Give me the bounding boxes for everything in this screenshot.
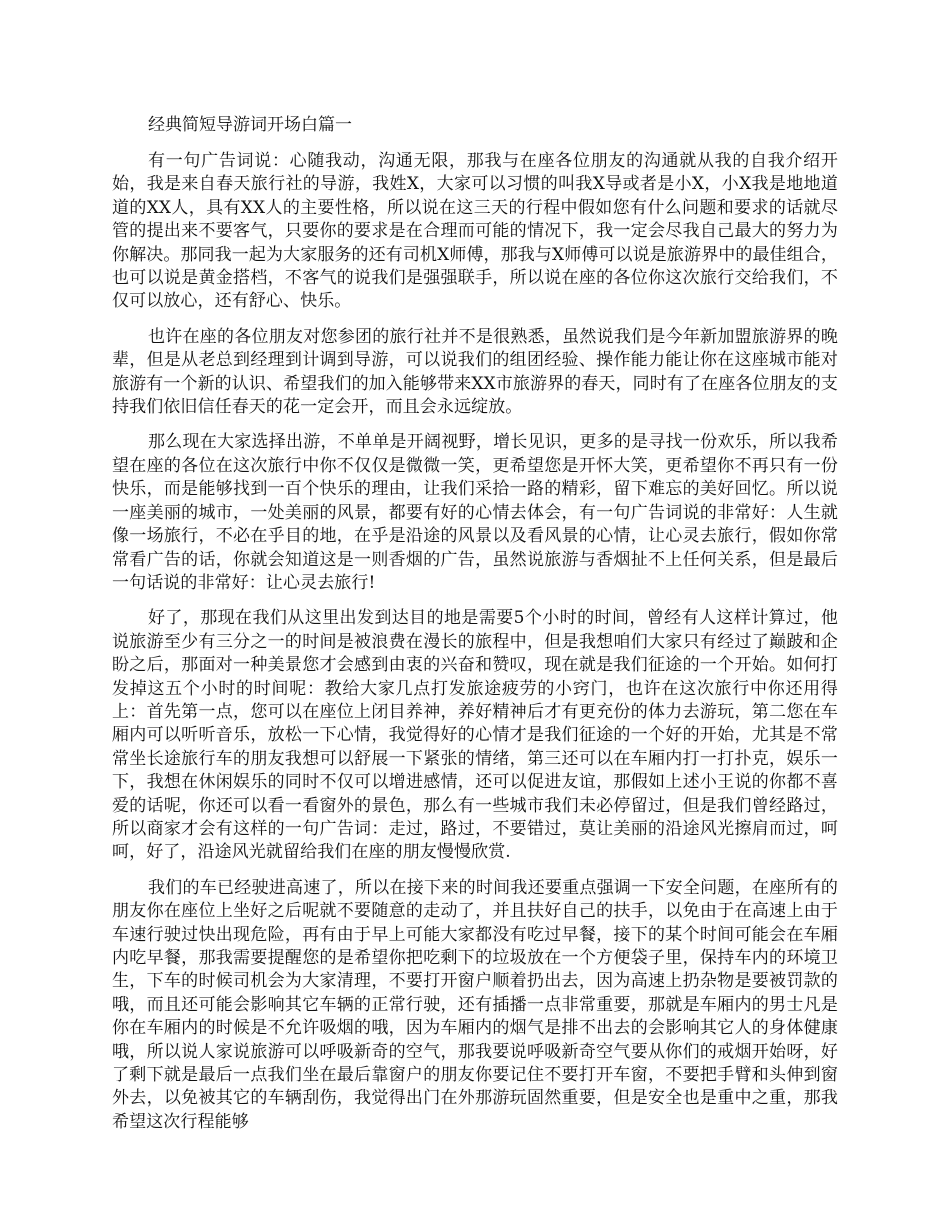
document-page bbox=[112, 112, 838, 1146]
document-title: 经典简短导游词开场白篇一 bbox=[148, 115, 352, 135]
paragraph-5: 我们的车已经驶进高速了，所以在接下来的时间我还要重点强调一下安全问题，在座所有的朋友你在座位上坐好之后呢就不要随意的走动了，并且扶好自己的扶手，以免由于在高速上由于车速行驶过快出现危险，再有由于早上可能大家都没有吃过早餐，接下的某个时间可能会在车厢内吃早餐，那我需要提醒您的是希望你把吃剩下的垃圾放在一个方便袋子里，保持车内的环境卫生，下车的时候司机会为大家清理，不要打开窗户顺着扔出去，因为高速上扔杂物是要被罚款的哦，而且还可能会影响其它车辆的正常行驶，还有插播一点非常重要，那就是车厢内的男士凡是你在车厢内的时候是不允许吸烟的哦，因为车厢内的烟气是排不出去的会影响其它人的身体健康哦，所以说人家说旅游可以呼吸新奇的空气，那我要说呼吸新奇空气要从你们的戒烟开始呀，好了剩下就是最后一点我们坐在最后靠窗户的朋友你要记住不要打开车窗，不要把手臂和头伸到窗外去，以免被其它的车辆刮伤，我觉得出门在外那游玩固然重要，但是安全也是重中之重，那我希望这次行程能够 bbox=[112, 877, 838, 1132]
paragraph-4: 好了，那现在我们从这里出发到达目的地是需要5个小时的时间，曾经有人这样计算过，他说旅游至少有三分之一的时间是被浪费在漫长的旅程中，但是我想咱们大家只有经过了巅跛和企盼之后，那面对一种美景您才会感到由衷的兴奋和赞叹，现在就是我们征途的一个开始。如何打发掉这五个小时的时间呢：教给大家几点打发旅途疲劳的小窍门，也许在这次旅行中你还用得上：首先第一点，您可以在座位上闭目养神，养好精神后才有更充份的体力去游玩，第二您在车厢内可以听听音乐，放松一下心情，我觉得好的心情才是我们征途的一个好的开始，尤其是不常常坐长途旅行车的朋友我想可以舒展一下紧张的情绪，第三还可以在车厢内打一打扑克，娱乐一下，我想在休闲娱乐的同时不仅可以增进感情，还可以促进友谊，那假如上述小王说的你都不喜爱的话呢，你还可以看一看窗外的景色，那么有一些城市我们未必停留过，但是我们曾经路过，所以商家才会有这样的一句广告词：走过，路过，不要错过，莫让美丽的沿途风光擦肩而过，呵呵，好了，沿途风光就留给我们在座的朋友慢慢欣赏. bbox=[112, 608, 838, 863]
paragraph-2: 也许在座的各位朋友对您参团的旅行社并不是很熟悉，虽然说我们是今年新加盟旅游界的晚辈，但是从老总到经理到计调到导游，可以说我们的组团经验、操作能力能让你在这座城市能对旅游有一个新的认识、希望我们的加入能够带来XX市旅游界的春天，同时有了在座各位朋友的支持我们依旧信任春天的花一定会开，而且会永远绽放。 bbox=[112, 326, 838, 418]
paragraph-3: 那么现在大家选择出游，不单单是开阔视野，增长见识，更多的是寻找一份欢乐，所以我希望在座的各位在这次旅行中你不仅仅是微微一笑，更希望您是开怀大笑，更希望你不再只有一份快乐，而是能够找到一百个快乐的理由，让我们采拾一路的精彩，留下难忘的美好回忆。所以说一座美丽的城市，一处美丽的风景，都要有好的心情去体会，有一句广告词说的非常好：人生就像一场旅行，不必在乎目的地，在乎是沿途的风景以及看风景的心情，让心灵去旅行，假如你常常看广告的话，你就会知道这是一则香烟的广告，虽然说旅游与香烟扯不上任何关系，但是最后一句话说的非常好：让心灵去旅行! bbox=[112, 432, 838, 593]
paragraph-1: 有一句广告词说：心随我动，沟通无限，那我与在座各位朋友的沟通就从我的自我介绍开始，我是来自春天旅行社的导游，我姓X，大家可以习惯的叫我X导或者是小X，小X我是地地道道的XX人，具有XX人的主要性格，所以说在这三天的行程中假如您有什么问题和要求的话就尽管的提出来不要客气，只要你的要求是在合理而可能的情况下，我一定会尽我自己最大的努力为你解决。那同我一起为大家服务的还有司机X师傅，那我与X师傅可以说是旅游界中的最佳组合，也可以说是黄金搭档，不客气的说我们是强强联手，所以说在座的各位你这次旅行交给我们，不仅可以放心，还有舒心、快乐。 bbox=[112, 151, 838, 312]
